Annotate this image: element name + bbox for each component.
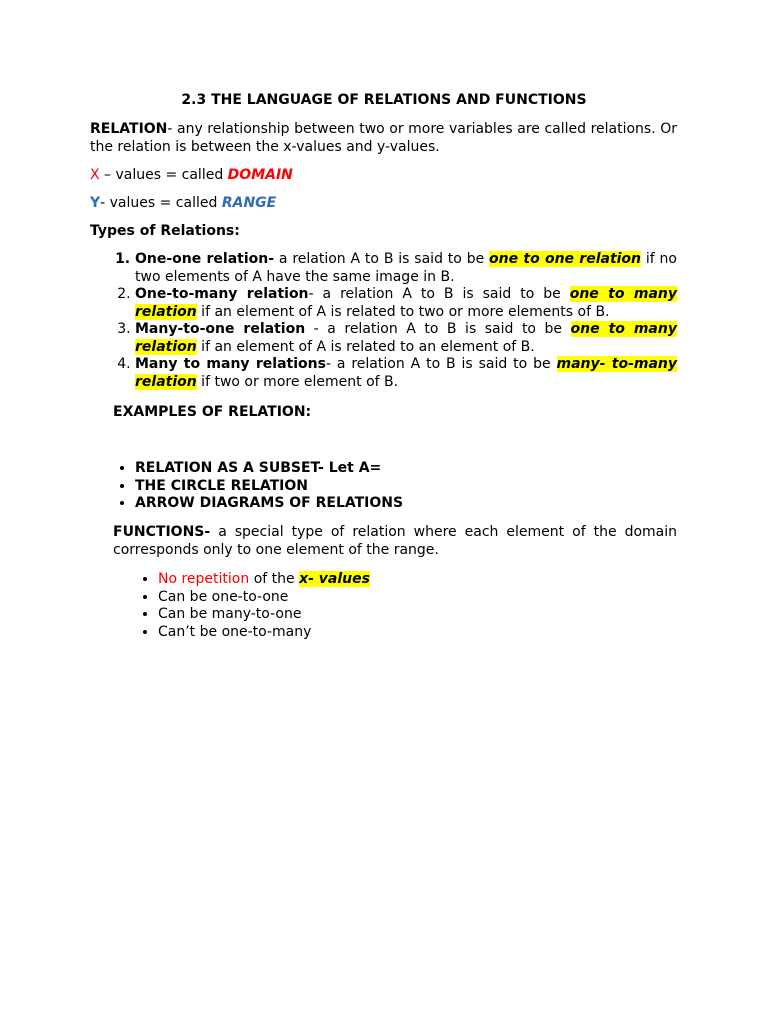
functions-definition [113, 524, 677, 559]
types-heading: Types of Relations: [90, 223, 240, 239]
relation-type-item: 1. One-one relation- a relation A to B is said to be one to one relation if no two elements of A have the same image in B. [135, 251, 677, 286]
section-title: 2.3 THE LANGUAGE OF RELATIONS AND FUNCTIONS [181, 92, 587, 108]
relation-type-item: 3. Many-to-one relation - a relation A to B is said to be one to many relation if an element of A is related to an element of B. [135, 321, 677, 356]
example-item: • THE CIRCLE RELATION [135, 478, 650, 496]
examples-list [90, 460, 650, 513]
domain-text: – values = called [99, 167, 228, 183]
examples-heading: EXAMPLES OF RELATION: [113, 404, 312, 420]
x-variable: X [90, 167, 100, 183]
relation-type-item: 4. Many to many relations- a relation A to B is said to be many- to-many relation if two or more element of B. [135, 356, 677, 391]
function-property-item: • No repetition of the x- values [158, 571, 653, 589]
functions-text: a special type of relation where each element of the domain corresponds only to one element of the range. [113, 524, 677, 558]
example-item: • ARROW DIAGRAMS OF RELATIONS [135, 495, 650, 513]
function-property-item: • Can be one-to-one [158, 589, 653, 607]
relation-text: - any relationship between two or more variables are called relations. Or the relation is between the x-values and y-values. [90, 121, 677, 155]
types-of-relations-list [90, 251, 677, 391]
y-variable: Y [90, 195, 101, 211]
function-property-item: • Can be many-to-one [158, 606, 653, 624]
range-text: - values = called [100, 195, 222, 211]
domain-line [90, 167, 677, 185]
relation-type-item: 2. One-to-many relation- a relation A to B is said to be one to many relation if an element of A is related to two or more elements of B. [135, 286, 677, 321]
functions-term: FUNCTIONS- [113, 524, 211, 540]
function-properties-list [113, 571, 653, 641]
relation-definition [90, 121, 677, 156]
example-item: • RELATION AS A SUBSET- Let A= [135, 460, 650, 478]
function-property-item: • Can’t be one-to-many [158, 624, 653, 642]
range-line [90, 195, 677, 213]
domain-word: DOMAIN [227, 167, 293, 183]
relation-term: RELATION [90, 121, 168, 137]
range-word: RANGE [221, 195, 277, 211]
